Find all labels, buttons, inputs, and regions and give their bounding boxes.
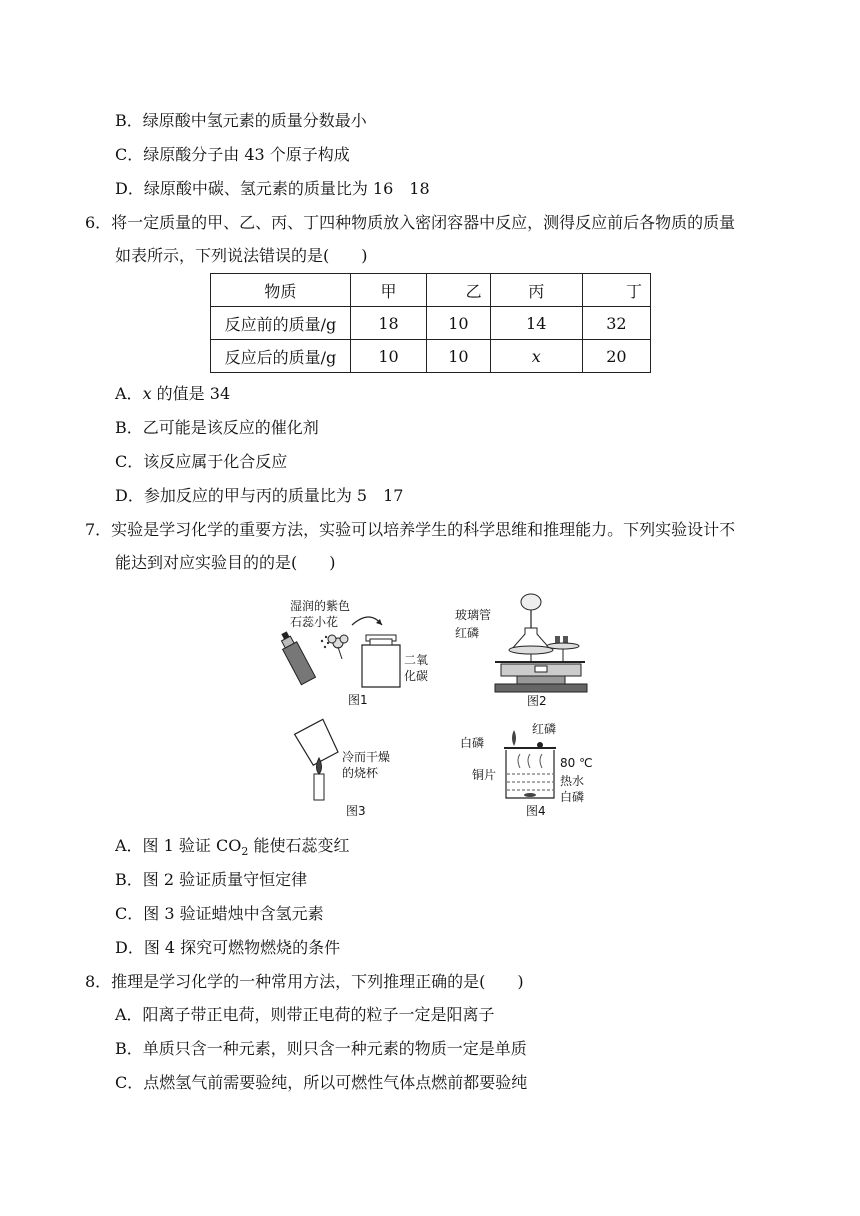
q6-option-c: C．该反应属于化合反应 — [115, 452, 288, 471]
table-cell: 丙 — [490, 274, 582, 307]
table-row — [211, 307, 651, 340]
label-glass-tube: 玻璃管 — [455, 608, 492, 622]
q6-option-a — [115, 383, 230, 405]
q7-option-a — [115, 835, 349, 863]
table-cell: 10 — [350, 340, 426, 373]
table-cell: 丁 — [582, 274, 650, 307]
label-white-p-top: 白磷 — [460, 736, 485, 750]
q7-option-b: B．图 2 验证质量守恒定律 — [115, 870, 308, 889]
q7-option-c: C．图 3 验证蜡烛中含氢元素 — [115, 904, 324, 923]
q6-option-b: B．乙可能是该反应的催化剂 — [115, 418, 319, 437]
label-co2-a: 二氧 — [404, 653, 429, 667]
q7-stem-line1: 7．实验是学习化学的重要方法，实验可以培养学生的科学思维和推理能力。下列实验设计不 — [85, 520, 736, 539]
table-cell: 物质 — [211, 274, 351, 307]
q6-stem-line1: 6．将一定质量的甲、乙、丙、丁四种物质放入密闭容器中反应，测得反应前后各物质的质量 — [85, 213, 736, 232]
label-temperature: 80 ℃ — [560, 756, 593, 770]
table-cell: 10 — [427, 307, 490, 340]
label-wet-purple: 湿润的紫色 — [290, 599, 351, 613]
q7-stem-line2: 能达到对应实验目的的是( ) — [115, 553, 336, 572]
q5-option-b: B．绿原酸中氢元素的质量分数最小 — [115, 111, 367, 130]
option-text: A．图 1 验证 CO — [115, 836, 242, 855]
table-cell: 反应前的质量/g — [211, 307, 351, 340]
label-red-p: 红磷 — [532, 722, 557, 736]
q5-option-d: D．绿原酸中碳、氢元素的质量比为 16 18 — [115, 179, 430, 198]
label-litmus-flower: 石蕊小花 — [290, 615, 339, 629]
q5-option-c: C．绿原酸分子由 43 个原子构成 — [115, 145, 350, 164]
figure-2-caption: 图2 — [527, 694, 547, 708]
figure-4-caption: 图4 — [526, 804, 546, 818]
q8-stem: 8．推理是学习化学的一种常用方法，下列推理正确的是( ) — [85, 972, 524, 991]
table-cell: 乙 — [427, 274, 490, 307]
q6-stem-line2: 如表所示，下列说法错误的是( ) — [115, 246, 368, 265]
table-cell: 甲 — [350, 274, 426, 307]
variable-x: x — [142, 384, 152, 403]
figure-1-caption: 图1 — [348, 693, 368, 707]
figure-1 — [270, 595, 440, 710]
figure-2 — [455, 590, 605, 708]
label-beaker: 的烧杯 — [342, 766, 379, 780]
label-copper-plate: 铜片 — [472, 768, 497, 782]
table-cell: 14 — [490, 307, 582, 340]
q8-option-c: C．点燃氢气前需要验纯，所以可燃性气体点燃前都要验纯 — [115, 1073, 528, 1092]
label-cold-dry: 冷而干燥 — [342, 750, 391, 764]
label-hot-water: 热水 — [560, 774, 585, 788]
table-header-row — [211, 274, 651, 307]
label-white-p-bottom: 白磷 — [560, 790, 585, 804]
label-co2-b: 化碳 — [404, 669, 429, 683]
table-cell: 20 — [582, 340, 650, 373]
label-red-phosphorus: 红磷 — [455, 626, 480, 640]
q6-option-d: D．参加反应的甲与丙的质量比为 5 17 — [115, 486, 404, 505]
option-text: 的值是 34 — [151, 384, 231, 403]
table-cell: 10 — [427, 340, 490, 373]
mass-table — [210, 273, 651, 373]
subscript-2: 2 — [241, 845, 249, 859]
table-row — [211, 340, 651, 373]
table-cell: x — [490, 340, 582, 373]
option-text: 能使石蕊变红 — [248, 836, 350, 855]
figure-4 — [460, 718, 600, 818]
q8-option-b: B．单质只含一种元素，则只含一种元素的物质一定是单质 — [115, 1039, 527, 1058]
q8-option-a: A．阳离子带正电荷，则带正电荷的粒子一定是阳离子 — [115, 1005, 495, 1024]
q7-option-d: D．图 4 探究可燃物燃烧的条件 — [115, 938, 341, 957]
table-cell: 32 — [582, 307, 650, 340]
table-cell: 反应后的质量/g — [211, 340, 351, 373]
option-prefix: A． — [115, 384, 143, 403]
figure-3 — [290, 718, 420, 818]
figure-3-caption: 图3 — [346, 804, 366, 818]
table-cell: 18 — [350, 307, 426, 340]
